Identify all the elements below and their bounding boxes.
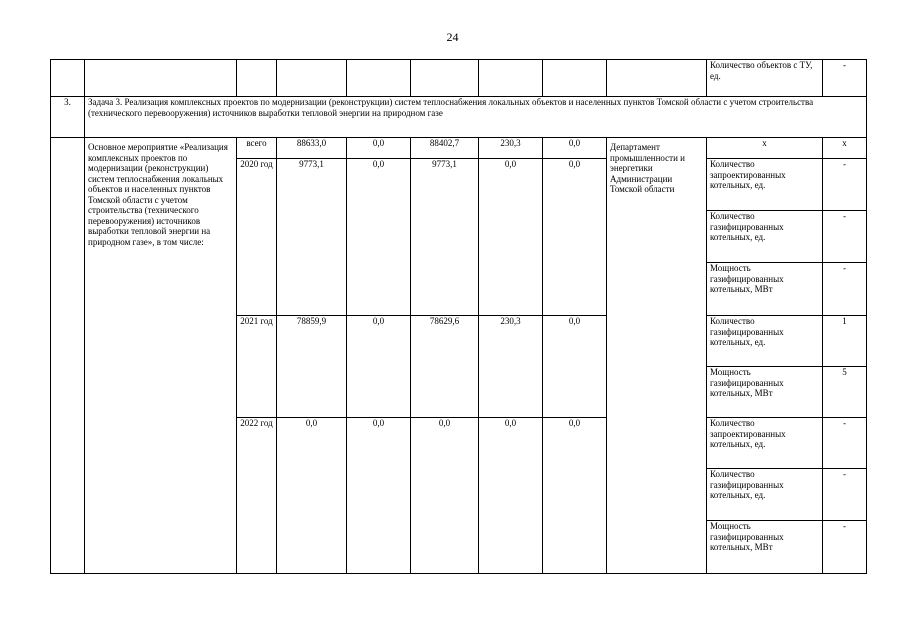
indicator-value: - (823, 159, 867, 211)
indicator-value: - (823, 211, 867, 263)
year-label: 2020 год (237, 159, 277, 316)
year-label: 2021 год (237, 316, 277, 418)
table-cell (85, 60, 237, 97)
indicator-name: Мощность газифицированных котельных, МВт (707, 521, 823, 574)
value-total: 78859,9 (277, 316, 347, 418)
value-other: 0,0 (543, 138, 607, 159)
value-regional: 78629,6 (411, 316, 479, 418)
table-row (51, 60, 867, 97)
value-federal: 0,0 (347, 316, 411, 418)
value-total: 9773,1 (277, 159, 347, 316)
value-total: 0,0 (277, 418, 347, 574)
indicator-name: Количество газифицированных котельных, ед. (707, 469, 823, 521)
period-label: всего (237, 138, 277, 159)
page-number: 24 (446, 30, 459, 44)
value-local: 230,3 (479, 316, 543, 418)
value-regional: 88402,7 (411, 138, 479, 159)
program-table (50, 59, 867, 574)
table-cell (543, 60, 607, 97)
value-other: 0,0 (543, 159, 607, 316)
value-local: 0,0 (479, 159, 543, 316)
table-cell (411, 60, 479, 97)
measure-name: Основное мероприятие «Реализация комплексных проектов по модернизации (реконструкции) систем теплоснабжения локальных объектов и населенных пунктов Томской области с учетом строительства (технического перевооружения) источников выработки тепловой энергии на природном газе», в том числе: (85, 138, 237, 574)
indicator-name: Количество запроектированных котельных, ед. (707, 418, 823, 469)
value-total: 88633,0 (277, 138, 347, 159)
year-label: 2022 год (237, 418, 277, 574)
indicator-name: Мощность газифицированных котельных, МВт (707, 367, 823, 418)
indicator-value: х (823, 138, 867, 159)
indicator-value: - (823, 521, 867, 574)
indicator-value: - (823, 469, 867, 521)
value-federal: 0,0 (347, 138, 411, 159)
indicator-name: Количество газифицированных котельных, ед. (707, 211, 823, 263)
executor: Департамент промышленности и энергетики Администрации Томской области (607, 138, 707, 574)
indicator-value: 5 (823, 367, 867, 418)
table-cell (479, 60, 543, 97)
table-cell (51, 138, 85, 574)
table-cell (237, 60, 277, 97)
value-federal: 0,0 (347, 418, 411, 574)
indicator-name: Количество газифицированных котельных, ед. (707, 316, 823, 367)
indicator-name: Количество объектов с ТУ, ед. (707, 60, 823, 97)
value-federal: 0,0 (347, 159, 411, 316)
value-regional: 9773,1 (411, 159, 479, 316)
table-cell (51, 60, 85, 97)
indicator-value: 1 (823, 316, 867, 367)
table-cell (607, 60, 707, 97)
table-cell (347, 60, 411, 97)
task-number: 3. (51, 97, 85, 138)
indicator-name: Количество запроектированных котельных, ед. (707, 159, 823, 211)
task-title: Задача 3. Реализация комплексных проектов по модернизации (реконструкции) систем теплоснабжения локальных объектов и населенных пунктов Томской области с учетом строительства (технического перевооружения) источников выработки тепловой энергии на природном газе (85, 97, 867, 138)
value-local: 230,3 (479, 138, 543, 159)
indicator-name: х (707, 138, 823, 159)
value-other: 0,0 (543, 316, 607, 418)
value-regional: 0,0 (411, 418, 479, 574)
indicator-name: Мощность газифицированных котельных, МВт (707, 263, 823, 316)
value-other: 0,0 (543, 418, 607, 574)
task-row (51, 97, 867, 138)
total-row (51, 138, 867, 159)
table-cell (277, 60, 347, 97)
value-local: 0,0 (479, 418, 543, 574)
indicator-value: - (823, 418, 867, 469)
indicator-value: - (823, 60, 867, 97)
indicator-value: - (823, 263, 867, 316)
